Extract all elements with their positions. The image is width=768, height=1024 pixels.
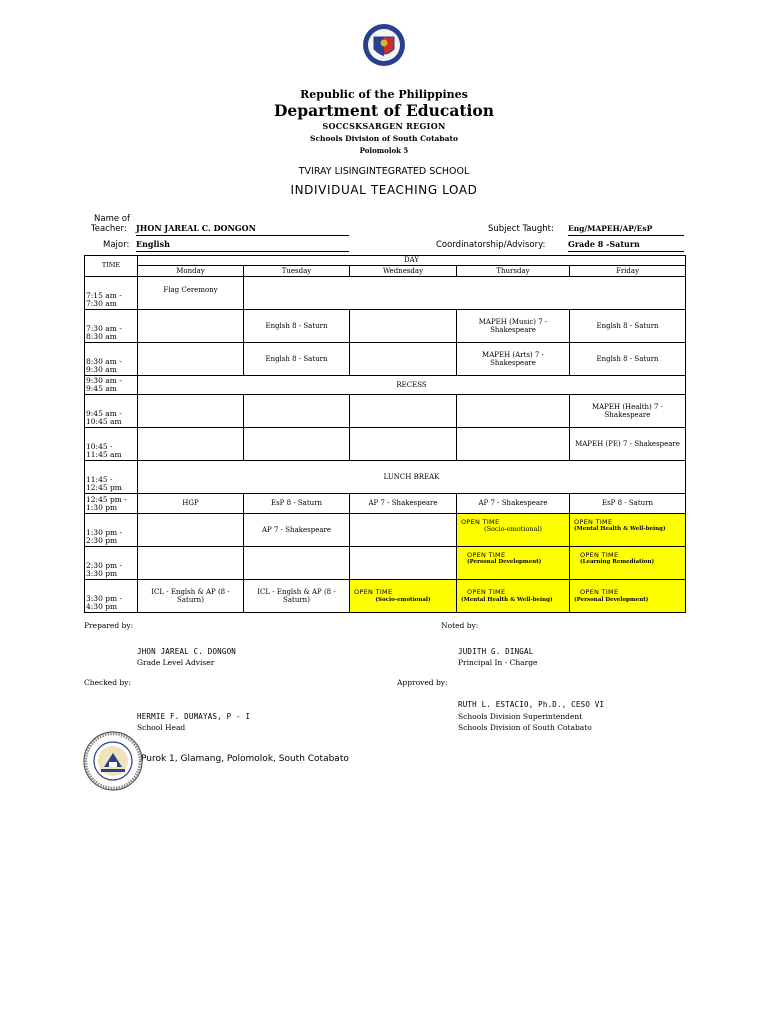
empty-cell [457, 395, 570, 428]
prepared-by-title: Grade Level Adviser [137, 658, 215, 667]
coordinatorship-value: Grade 8 -Saturn [568, 239, 684, 252]
empty-cell [138, 310, 244, 343]
open-time-cell: OPEN TIME (Socio-emotional) [350, 580, 457, 613]
open-time-cell: OPEN TIME (Learning Remediation) [570, 547, 686, 580]
class-cell: EsP 8 - Saturn [244, 494, 350, 514]
time-cell: 10:45 - 11:45 am [85, 428, 138, 461]
time-cell: 7:30 am - 8:30 am [85, 310, 138, 343]
recess-cell: RECESS [138, 376, 686, 395]
table-row [85, 461, 686, 494]
empty-cell [138, 343, 244, 376]
class-cell: AP 7 - Shakespeare [244, 514, 350, 547]
noted-by-name: JUDITH G. DINGAL [458, 647, 534, 656]
prepared-by-name: JHON JAREAL C. DONGON [137, 647, 237, 656]
deped-seal-icon [362, 23, 406, 67]
republic-heading: Republic of the Philippines [300, 88, 468, 101]
empty-cell [350, 395, 457, 428]
class-cell: Englsh 8 - Saturn [244, 343, 350, 376]
empty-cell [138, 547, 244, 580]
table-row [85, 395, 686, 428]
empty-cell [138, 514, 244, 547]
noted-by-title: Principal In - Charge [458, 658, 538, 667]
time-cell: 1:30 pm - 2:30 pm [85, 514, 138, 547]
time-cell: 11:45 - 12:45 pm [85, 461, 138, 494]
time-cell: 9:30 am - 9:45 am [85, 376, 138, 395]
class-cell: Englsh 8 - Saturn [570, 343, 686, 376]
teacher-name: JHON JAREAL C. DONGON [136, 223, 349, 236]
teaching-schedule-table [84, 255, 686, 613]
subject-value: Eng/MAPEH/AP/EsP [568, 224, 684, 236]
approved-by-title-1: Schools Division Superintendent [458, 712, 583, 721]
class-cell: MAPEH (Arts) 7 - Shakespeare [457, 343, 570, 376]
empty-cell [350, 547, 457, 580]
checked-by-name: HERMIE F. DUMAYAS, P - I [137, 712, 251, 721]
time-cell: 8:30 am - 9:30 am [85, 343, 138, 376]
flag-ceremony-cell: Flag Ceremony [138, 277, 244, 310]
empty-cell [350, 310, 457, 343]
approved-by-name: RUTH L. ESTACIO, Ph.D., CESO VI [458, 700, 605, 709]
table-row [85, 428, 686, 461]
table-row [85, 343, 686, 376]
checked-by-title: School Head [137, 723, 186, 732]
day-tuesday: Tuesday [244, 266, 350, 277]
empty-cell [244, 395, 350, 428]
table-header-row [85, 256, 686, 266]
time-cell: 9:45 am - 10:45 am [85, 395, 138, 428]
day-wednesday: Wednesday [350, 266, 457, 277]
open-time-cell: OPEN TIME (Mental Health & Well-being) [457, 580, 570, 613]
time-cell: 3:30 pm - 4:30 pm [85, 580, 138, 613]
class-cell: AP 7 - Shakespeare [457, 494, 570, 514]
major-value: English [136, 239, 349, 252]
empty-cell [244, 547, 350, 580]
open-time-cell: OPEN TIME (Mental Health & Well-being) [570, 514, 686, 547]
empty-cell [350, 343, 457, 376]
class-cell: MAPEH (PE) 7 - Shakespeare [570, 428, 686, 461]
days-row [85, 266, 686, 277]
coordinatorship-label: Coordinatorship/Advisory: [436, 240, 546, 250]
day-monday: Monday [138, 266, 244, 277]
lunch-break-cell: LUNCH BREAK [138, 461, 686, 494]
empty-cell [457, 428, 570, 461]
subject-label: Subject Taught: [488, 224, 554, 234]
empty-cell [244, 277, 686, 310]
table-row [85, 580, 686, 613]
school-address: Purok 1, Glamang, Polomolok, South Cotabato [141, 754, 349, 764]
school-seal-icon [83, 731, 143, 791]
class-cell: ICL - Englsh & AP (8 - Saturn) [244, 580, 350, 613]
class-cell: AP 7 - Shakespeare [350, 494, 457, 514]
time-cell: 7:15 am - 7:30 am [85, 277, 138, 310]
approved-by-title-2: Schools Division of South Cotabato [458, 723, 592, 732]
prepared-by-label: Prepared by: [84, 621, 134, 630]
day-header: DAY [138, 256, 686, 266]
table-row [85, 547, 686, 580]
table-row [85, 494, 686, 514]
name-label-line2: Teacher: [91, 224, 127, 234]
class-cell: Englsh 8 - Saturn [244, 310, 350, 343]
school-name: TVIRAY LISINGINTEGRATED SCHOOL [298, 166, 470, 177]
approved-by-label: Approved by: [397, 678, 448, 687]
major-label: Major: [103, 240, 130, 250]
class-cell: EsP 8 - Saturn [570, 494, 686, 514]
time-cell: 12:45 pm - 1:30 pm [85, 494, 138, 514]
empty-cell [244, 428, 350, 461]
department-heading: Department of Education [273, 101, 495, 120]
class-cell: Englsh 8 - Saturn [570, 310, 686, 343]
table-row [85, 277, 686, 310]
table-row [85, 376, 686, 395]
district-heading: Polomolok 5 [359, 146, 409, 155]
open-time-cell: OPEN TIME (Personal Development) [457, 547, 570, 580]
checked-by-label: Checked by: [84, 678, 131, 687]
open-time-cell: OPEN TIME (Socio-emotional) [457, 514, 570, 547]
noted-by-label: Noted by: [441, 621, 479, 630]
class-cell: MAPEH (Health) 7 - Shakespeare [570, 395, 686, 428]
class-cell: HGP [138, 494, 244, 514]
day-thursday: Thursday [457, 266, 570, 277]
table-row [85, 310, 686, 343]
time-header: TIME [85, 256, 138, 277]
empty-cell [138, 428, 244, 461]
time-cell: 2:30 pm - 3:30 pm [85, 547, 138, 580]
name-label-line1: Name of [94, 214, 130, 224]
empty-cell [350, 514, 457, 547]
open-time-cell: OPEN TIME (Personal Development) [570, 580, 686, 613]
class-cell: ICL - Englsh & AP (8 - Saturn) [138, 580, 244, 613]
region-heading: SOCCSKSARGEN REGION [322, 121, 446, 131]
empty-cell [138, 395, 244, 428]
class-cell: MAPEH (Music) 7 - Shakespeare [457, 310, 570, 343]
empty-cell [350, 428, 457, 461]
division-heading: Schools Division of South Cotabato [310, 134, 458, 143]
table-row [85, 514, 686, 547]
document-title: INDIVIDUAL TEACHING LOAD [290, 183, 478, 197]
day-friday: Friday [570, 266, 686, 277]
